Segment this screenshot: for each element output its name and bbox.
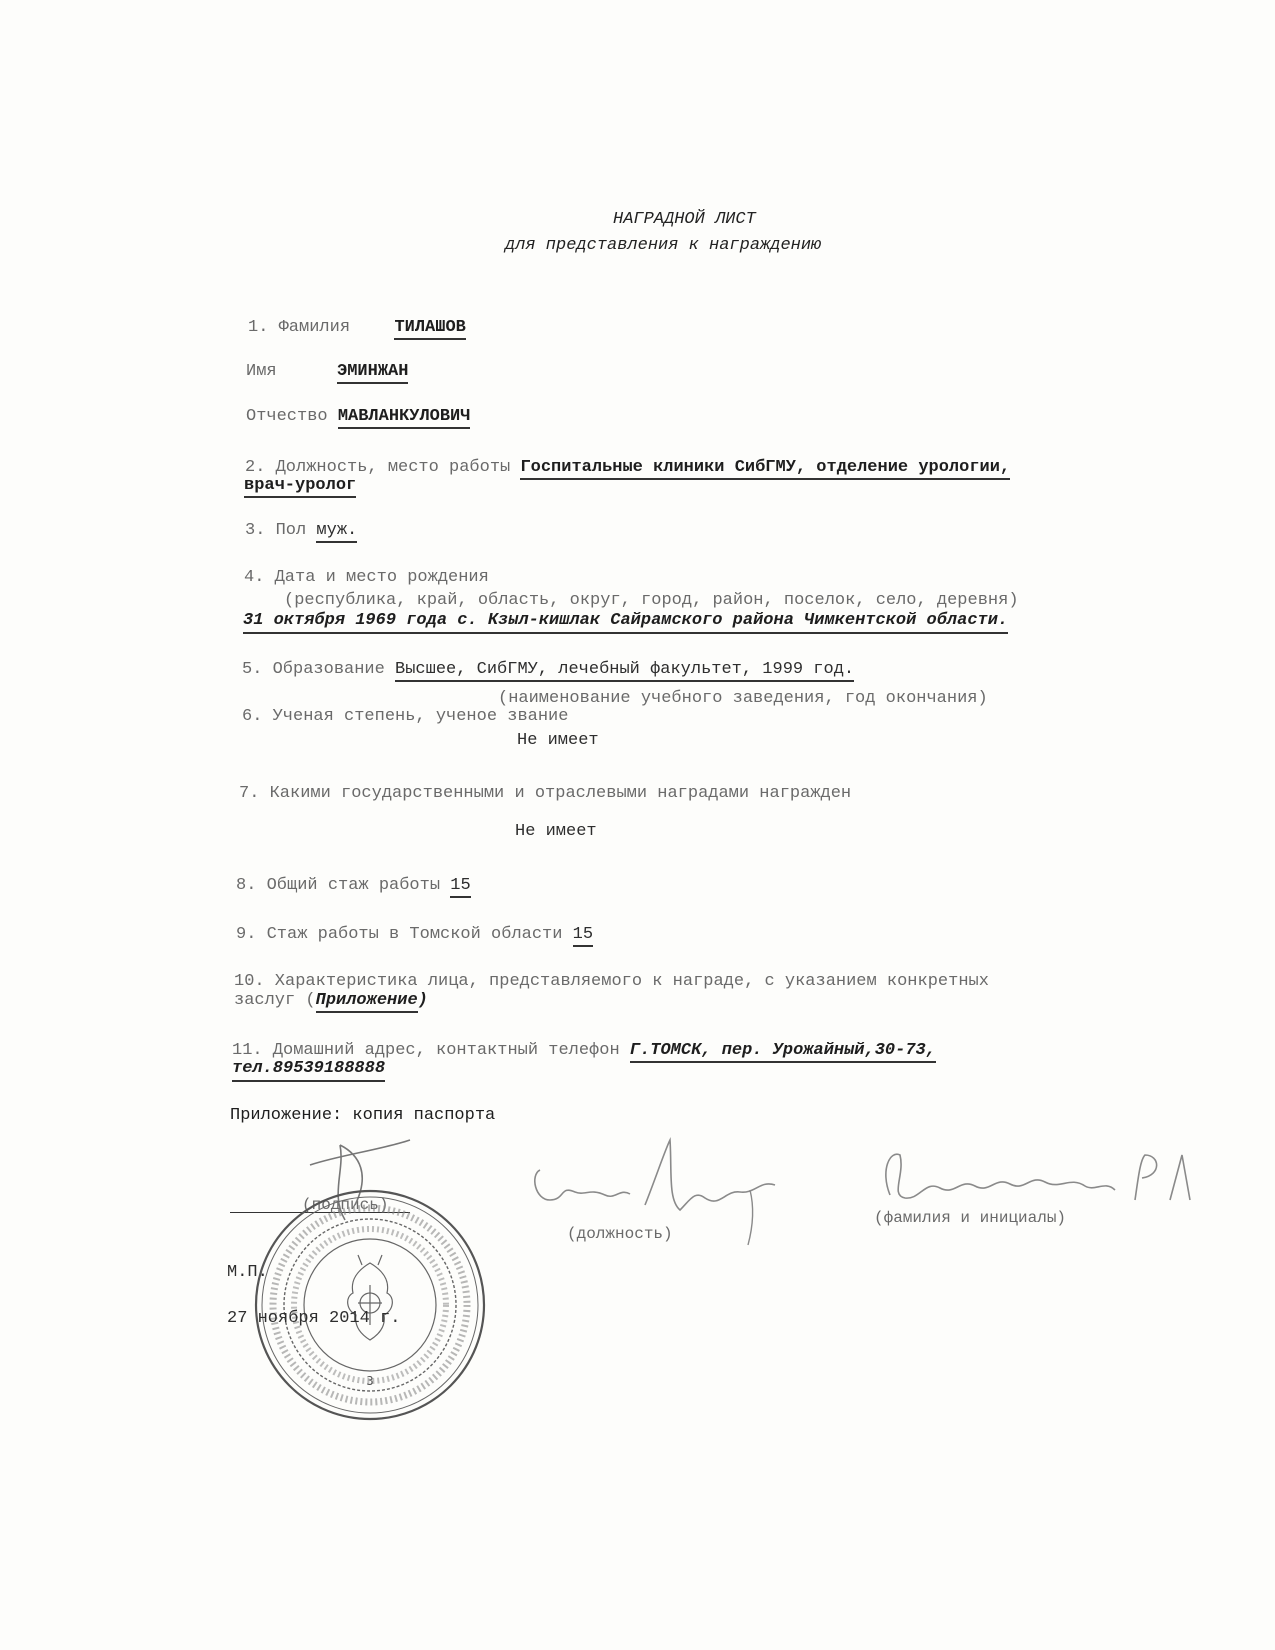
field-characteristic-label-line1: 10. Характеристика лица, представляемого к награде, с указанием конкретных [234,972,989,991]
field-degree-label: 6. Ученая степень, ученое звание [242,707,569,726]
field-experience-row [236,876,471,896]
field-characteristic-value: Приложение [316,991,418,1013]
seal-number: 3 [366,1374,374,1388]
field-address-row [232,1041,936,1061]
field-degree-value: Не имеет [517,731,599,750]
field-patronymic-value: МАВЛАНКУЛОВИЧ [338,407,471,429]
field-surname-value: ТИЛАШОВ [394,318,465,340]
field-experience-value: 15 [450,876,470,898]
field-position-row [245,458,1010,478]
field-address-value-line1: Г.ТОМСК, пер. Урожайный,30-73, [630,1041,936,1063]
field-name-row [246,362,408,382]
field-tomsk-experience-row [236,925,593,945]
initials-caption: (фамилия и инициалы) [874,1209,1067,1227]
field-patronymic-label: Отчество [246,407,328,426]
document-date: 27 ноября 2014 г. [227,1309,401,1328]
field-surname-row [248,318,466,338]
official-round-seal [250,1185,490,1425]
field-experience-label: 8. Общий стаж работы [236,876,441,895]
field-address-value-line2: тел.89539188888 [232,1059,385,1082]
field-education-row [242,660,854,680]
field-education-value: Высшее, СибГМУ, лечебный факультет, 1999 год. [395,660,854,682]
field-sex-value: муж. [316,521,357,543]
field-sex-row [245,521,357,541]
stamp-place-mark: М.П. [227,1263,268,1282]
field-address-label: 11. Домашний адрес, контактный телефон [232,1041,620,1060]
field-sex-label: 3. Пол [245,521,307,540]
field-position-label: 2. Должность, место работы [245,458,511,477]
field-position-value-line2: врач-уролог [244,476,356,498]
document-subtitle: для представления к награждению [505,236,822,255]
position-caption: (должность) [567,1225,673,1243]
field-name-value: ЭМИНЖАН [337,362,408,384]
handwritten-signature-position [520,1130,790,1250]
field-tomsk-experience-value: 15 [573,925,593,947]
field-awards-value: Не имеет [515,822,597,841]
field-birth-hint: (республика, край, область, округ, город, район, поселок, село, деревня) [284,591,1019,610]
field-awards-label: 7. Какими государственными и отраслевыми наградами награжден [239,784,852,803]
handwritten-signature-initials [870,1140,1200,1220]
field-position-value-line1: Госпитальные клиники СибГМУ, отделение урологии, [520,458,1010,480]
field-surname-label: 1. Фамилия [248,318,351,337]
field-birth-value: 31 октября 1969 года с. Кзыл-кишлак Сайрамского района Чимкентской области. [243,611,1008,634]
field-patronymic-row [246,407,470,427]
field-tomsk-experience-label: 9. Стаж работы в Томской области [236,925,563,944]
field-characteristic-close: ) [417,991,428,1010]
field-education-hint: (наименование учебного заведения, год окончания) [498,689,988,708]
field-name-label: Имя [246,362,277,381]
field-characteristic-row-2 [234,991,428,1011]
field-birth-label: 4. Дата и место рождения [244,568,489,587]
signature-caption: (подпись) [302,1196,389,1214]
document-title: НАГРАДНОЙ ЛИСТ [613,210,756,229]
field-characteristic-label-line2: заслуг ( [234,991,316,1010]
attachment-note: Приложение: копия паспорта [230,1106,496,1125]
field-education-label: 5. Образование [242,660,385,679]
field-position-row-2 [244,476,356,496]
